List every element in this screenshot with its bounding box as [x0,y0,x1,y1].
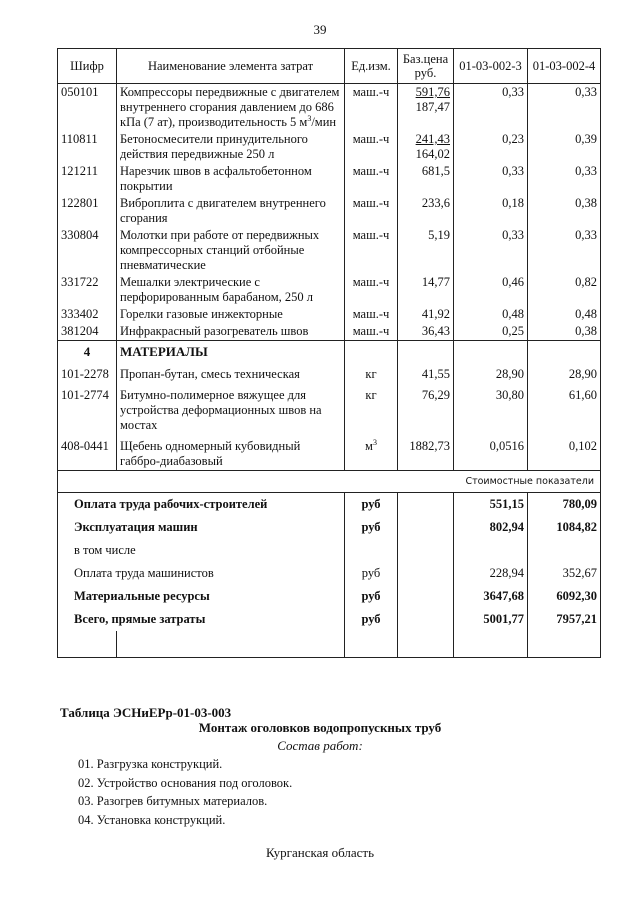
summary-unit: руб [345,493,398,517]
row-price: 41,55 [398,362,454,383]
row-value-col1: 0,33 [454,163,528,195]
summary-unit: руб [345,562,398,585]
header-price: Баз.цена руб. [398,49,454,84]
row-name: Молотки при работе от передвижных компрессорных станций отбойные пневматические [117,227,345,274]
price-value: 14,77 [421,275,450,289]
price-value: 681,5 [421,164,450,178]
summary-value-col2: 7957,21 [528,608,601,631]
work-item: 02. Устройство основания под оголовок. [78,775,293,790]
table-header-row [58,49,601,84]
section-code: 4 [58,341,117,363]
summary-row [58,539,601,562]
row-name: Нарезчик швов в асфальтобетонном покрытии [117,163,345,195]
row-code: 330804 [58,227,117,274]
row-value-col2: 0,38 [528,323,601,341]
material-row [58,434,601,471]
summary-value-col1 [454,539,528,562]
row-unit: маш.-ч [345,306,398,323]
row-unit: $м^3$ [345,434,398,471]
indicators-row [58,471,601,493]
summary-row [58,608,601,631]
summary-value-col2 [528,539,601,562]
row-value-col2: 0,33 [528,84,601,132]
row-value-col2: 0,38 [528,195,601,227]
price-value: 36,43 [421,324,450,338]
row-code: 331722 [58,274,117,306]
machine-row [58,306,601,323]
summary-row [58,516,601,539]
row-value-col1: 30,80 [454,383,528,434]
summary-value-col1: 5001,77 [454,608,528,631]
row-code: 101-2278 [58,362,117,383]
header-col1: 01-03-002-3 [454,49,528,84]
price-secondary-value: 187,47 [415,100,450,114]
summary-value-col2: 780,09 [528,493,601,517]
row-value-col1: 0,48 [454,306,528,323]
machine-row [58,195,601,227]
machine-row [58,131,601,163]
summary-rows [58,493,601,632]
row-price: 76,29 [398,383,454,434]
page-number: 39 [313,22,327,37]
row-unit: маш.-ч [345,131,398,163]
document-heading: Монтаж оголовков водопропускных труб [198,720,442,735]
row-value-col1: 0,33 [454,227,528,274]
header-col2: 01-03-002-4 [528,49,601,84]
row-price [398,323,454,341]
summary-value-col2: 352,67 [528,562,601,585]
machine-row [58,323,601,341]
row-price [398,227,454,274]
summary-value-col1: 802,94 [454,516,528,539]
row-value-col2: 28,90 [528,362,601,383]
summary-value-col1: 551,15 [454,493,528,517]
price-value: 241,43 [415,132,450,146]
machine-row [58,227,601,274]
summary-name: Материальные ресурсы [58,585,345,608]
row-code: 122801 [58,195,117,227]
row-unit: кг [345,362,398,383]
header-code: Шифр [58,49,117,84]
row-value-col2: 0,39 [528,131,601,163]
summary-section [58,471,601,493]
header-unit: Ед.изм. [345,49,398,84]
row-code: 333402 [58,306,117,323]
row-price [398,131,454,163]
row-unit: маш.-ч [345,323,398,341]
summary-name: Эксплуатация машин [58,516,345,539]
row-unit: маш.-ч [345,227,398,274]
row-code: 050101 [58,84,117,132]
row-price [398,274,454,306]
row-name: Щебень одномерный кубовидный габбро-диабазовый [117,434,345,471]
row-value-col2: 0,48 [528,306,601,323]
cost-table [57,48,601,658]
row-code: 101-2774 [58,383,117,434]
row-unit: маш.-ч [345,84,398,132]
row-price [398,163,454,195]
table-tail-row [58,631,601,658]
row-name: Битумно-полимерное вяжущее для устройства деформационных швов на мостах [117,383,345,434]
row-name: Бетоносмесители принудительного действия передвижные 250 л [117,131,345,163]
summary-unit: руб [345,585,398,608]
row-value-col1: 0,18 [454,195,528,227]
row-price: 1882,73 [398,434,454,471]
row-price [398,195,454,227]
table-title: Таблица ЭСНиЕРр-01-03-003 [60,705,232,720]
row-price [398,306,454,323]
row-value-col1: 0,33 [454,84,528,132]
row-unit: маш.-ч [345,195,398,227]
row-name: Пропан-бутан, смесь техническая [117,362,345,383]
row-value-col2: 0,33 [528,227,601,274]
summary-name: Оплата труда рабочих-строителей [58,493,345,517]
row-value-col1: 0,0516 [454,434,528,471]
summary-value-col1: 228,94 [454,562,528,585]
summary-price [398,562,454,585]
price-value: 591,76 [415,85,450,99]
row-unit: кг [345,383,398,434]
summary-value-col2: 1084,82 [528,516,601,539]
summary-price [398,516,454,539]
summary-name: Оплата труда машинистов [58,562,345,585]
row-code: 110811 [58,131,117,163]
material-row [58,362,601,383]
materials-section [58,341,601,363]
material-row [58,383,601,434]
price-value: 41,92 [421,307,450,321]
summary-value-col1: 3647,68 [454,585,528,608]
row-name: Инфракрасный разогреватель швов [117,323,345,341]
section-name: МАТЕРИАЛЫ [117,341,345,363]
summary-value-col2: 6092,30 [528,585,601,608]
work-item: 03. Разогрев битумных материалов. [78,794,268,808]
region-footer: Курганская область [265,845,375,860]
summary-row [58,585,601,608]
header-name: Наименование элемента затрат [117,49,345,84]
row-code: 121211 [58,163,117,195]
machine-rows [58,84,601,341]
row-name: Мешалки электрические с перфорированным барабаном, 250 л [117,274,345,306]
summary-name: Всего, прямые затраты [58,608,345,631]
price-secondary-value: 164,02 [415,147,450,161]
row-unit: маш.-ч [345,274,398,306]
row-value-col2: 0,33 [528,163,601,195]
row-code: 381204 [58,323,117,341]
row-value-col1: 0,46 [454,274,528,306]
row-name: Компрессоры передвижные с двигателем внутреннего сгорания давлением до 686 кПа (7 ат), производительность 5 $м^3$/мин [117,84,345,132]
section-row [58,341,601,363]
row-value-col2: 0,82 [528,274,601,306]
indicators-label: Стоимостные показатели [58,471,601,493]
work-item: 01. Разгрузка конструкций. [78,757,223,771]
machine-row [58,274,601,306]
row-unit: маш.-ч [345,163,398,195]
row-price [398,84,454,132]
summary-row [58,562,601,585]
row-value-col1: 0,23 [454,131,528,163]
material-rows [58,362,601,471]
row-code: 408-0441 [58,434,117,471]
row-name: Виброплита с двигателем внутреннего сгорания [117,195,345,227]
price-value: 5,19 [428,228,450,242]
summary-unit: руб [345,608,398,631]
summary-name: в том числе [58,539,345,562]
summary-unit: руб [345,516,398,539]
row-value-col1: 28,90 [454,362,528,383]
summary-row [58,493,601,517]
machine-row [58,163,601,195]
summary-price [398,585,454,608]
summary-price [398,539,454,562]
work-item: 04. Установка конструкций. [78,812,226,827]
row-value-col2: 61,60 [528,383,601,434]
row-value-col1: 0,25 [454,323,528,341]
summary-price [398,493,454,517]
machine-row [58,84,601,132]
row-name: Горелки газовые инжекторные [117,306,345,323]
works-list [78,757,292,831]
price-value: 233,6 [421,196,450,210]
summary-unit [345,539,398,562]
summary-price [398,608,454,631]
row-value-col2: 0,102 [528,434,601,471]
work-composition-heading: Состав работ: [277,738,363,753]
